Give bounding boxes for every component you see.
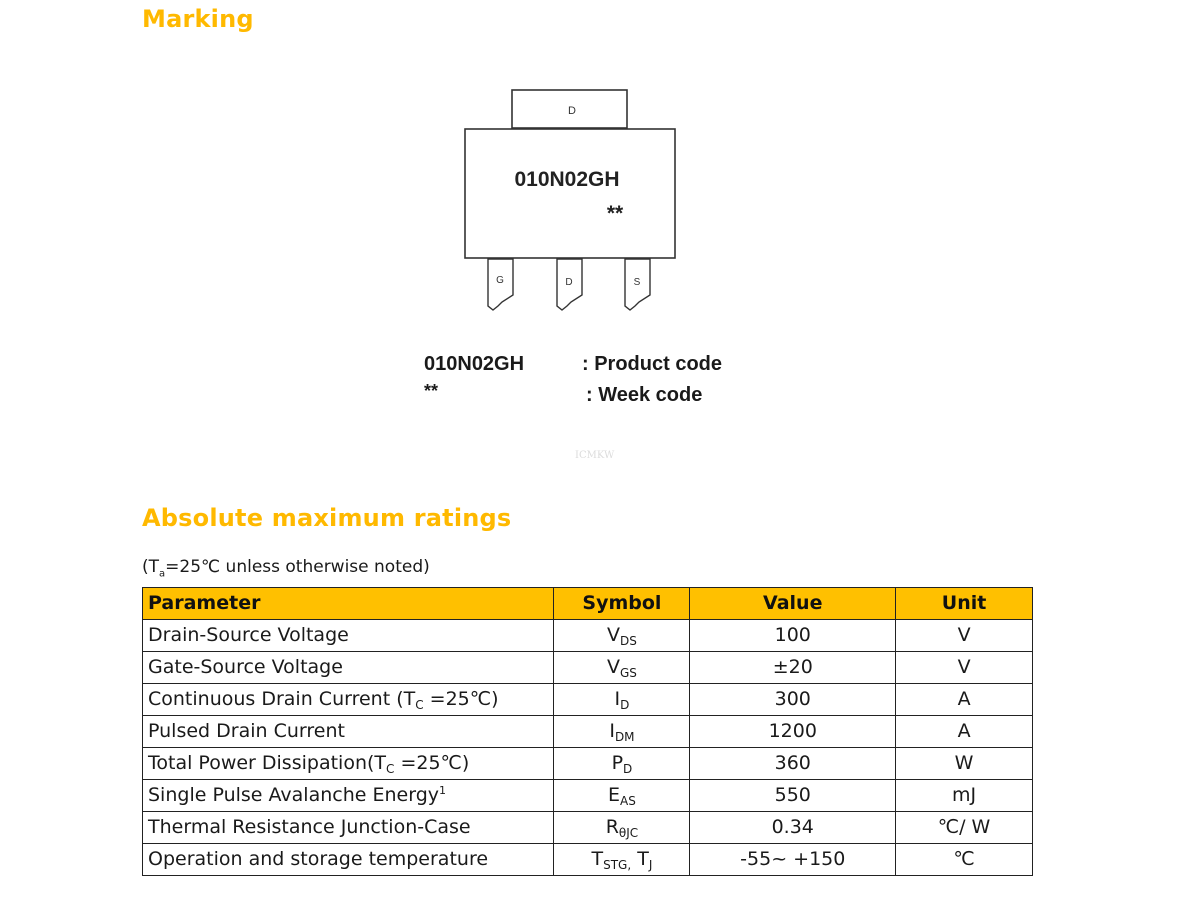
legend-product-code: 010N02GH [424, 353, 525, 375]
parameter-cell: Single Pulse Avalanche Energy$^1$ [143, 780, 554, 812]
product-code-mark: 010N02GH [514, 168, 620, 191]
parameter-cell: Thermal Resistance Junction-Case [143, 812, 554, 844]
table-header-row [143, 588, 1033, 620]
package-body [465, 129, 675, 258]
symbol-subscript: AS [620, 794, 636, 808]
footnote-mark: 1 [439, 784, 446, 797]
parameter-cell: Continuous Drain Current ($T_C$ =25℃) [143, 684, 554, 716]
value-cell: 300 [690, 684, 896, 716]
unit-cell: V [896, 652, 1033, 684]
parameter-subscript: C [386, 762, 395, 776]
parameter-cell: Total Power $Dissipation(T_C$ =25℃) [143, 748, 554, 780]
symbol-cell: $E_{AS}$ [554, 780, 690, 812]
symbol-subscript: DM [614, 730, 635, 744]
value-cell: ±20 [690, 652, 896, 684]
parameter-cell: Pulsed Drain Current [143, 716, 554, 748]
parameter-cell: Gate-Source Voltage [143, 652, 554, 684]
legend-product-desc: : Product code [582, 353, 723, 375]
symbol-cell: $V_{DS}$ [554, 620, 690, 652]
pin-g-label: G [496, 275, 504, 286]
unit-cell: A [896, 684, 1033, 716]
parameter-subscript: C [415, 698, 424, 712]
symbol-subscript: θJC [618, 826, 639, 840]
unit-cell: mJ [896, 780, 1033, 812]
symbol-subscript: DS [620, 634, 637, 648]
unit-cell: A [896, 716, 1033, 748]
pin-d-label: D [565, 277, 573, 288]
ratings-table [142, 587, 1033, 876]
package-drawing [460, 88, 690, 318]
unit-cell: ℃ [896, 844, 1033, 876]
value-cell: 1200 [690, 716, 896, 748]
table-row [143, 844, 1033, 876]
value-cell: 360 [690, 748, 896, 780]
unit-cell: W [896, 748, 1033, 780]
pin-s-label: S [633, 277, 641, 288]
table-row [143, 748, 1033, 780]
tab-label: D [568, 105, 576, 117]
header-value: Value [690, 588, 896, 620]
parameter-cell: Drain-Source Voltage [143, 620, 554, 652]
symbol-cell: $I_D$ [554, 684, 690, 716]
value-cell: 100 [690, 620, 896, 652]
table-row [143, 684, 1033, 716]
unit-cell: V [896, 620, 1033, 652]
ratings-heading: Absolute maximum ratings [142, 504, 512, 532]
header-unit: Unit [896, 588, 1033, 620]
symbol-cell: $T_{STG,}$ $T_J$ [554, 844, 690, 876]
value-cell: -55~ +150 [690, 844, 896, 876]
table-row [143, 620, 1033, 652]
value-cell: 0.34 [690, 812, 896, 844]
marking-heading: Marking [142, 5, 254, 33]
symbol-cell: $I_{DM}$ [554, 716, 690, 748]
parameter-cell: Operation and storage temperature [143, 844, 554, 876]
symbol-cell: $R_{\theta JC}$ [554, 812, 690, 844]
symbol-subscript: J [648, 858, 653, 872]
symbol-cell: $V_{GS}$ [554, 652, 690, 684]
table-row [143, 716, 1033, 748]
symbol-subscript: D [623, 762, 633, 776]
symbol-cell: $P_D$ [554, 748, 690, 780]
header-parameter: Parameter [143, 588, 554, 620]
legend-week-code: ** [424, 381, 439, 401]
table-row [143, 812, 1033, 844]
value-cell: 550 [690, 780, 896, 812]
legend-week-desc: : Week code [586, 384, 703, 406]
symbol-subscript: STG, [603, 858, 632, 872]
symbol-subscript: GS [619, 666, 637, 680]
unit-cell: ℃/ W [896, 812, 1033, 844]
table-row [143, 652, 1033, 684]
header-symbol: Symbol [554, 588, 690, 620]
symbol-subscript: D [620, 698, 630, 712]
conditions-note: ($T_a=25℃$ unless otherwise noted) [142, 557, 430, 580]
watermark: ICMKW [575, 450, 615, 461]
marking-legend [424, 353, 784, 417]
table-row [143, 780, 1033, 812]
week-code-mark: ** [606, 202, 624, 225]
